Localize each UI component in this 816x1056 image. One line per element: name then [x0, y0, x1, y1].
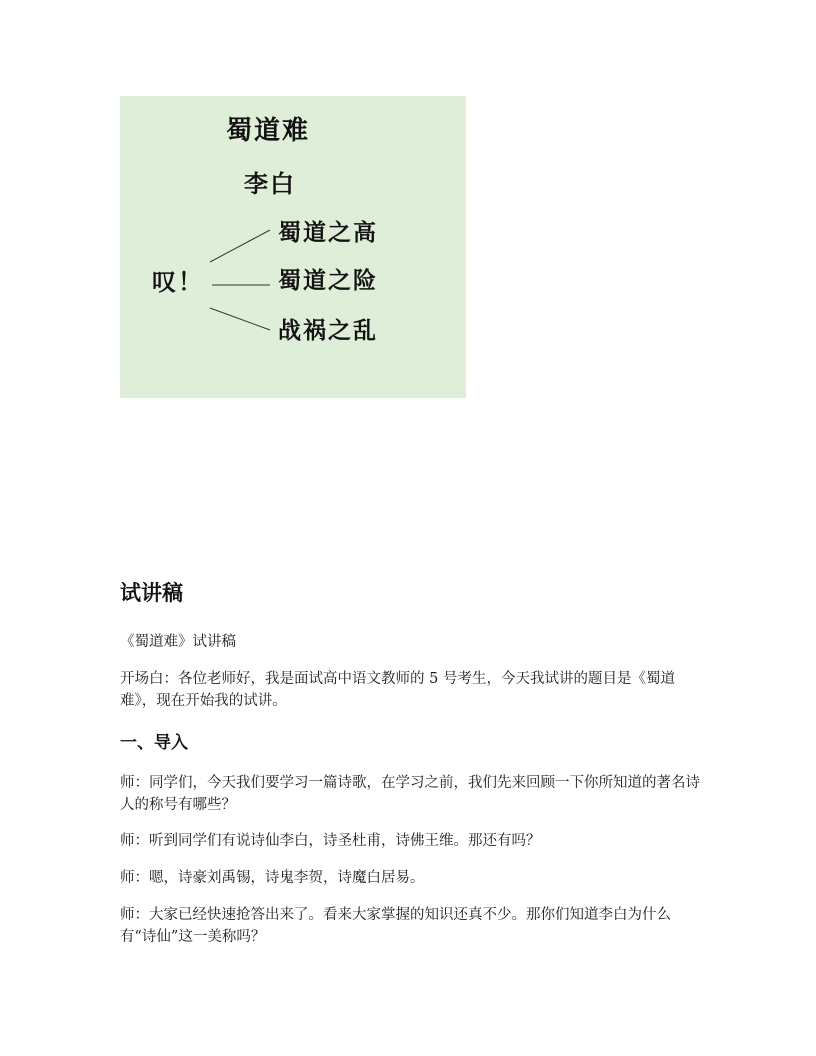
opening-paragraph: 开场白：各位老师好，我是面试高中语文教师的 5 号考生，今天我试讲的题目是《蜀道难》，现在开始我的试讲。: [120, 671, 675, 709]
document-subtitle: 《蜀道难》试讲稿: [120, 634, 236, 650]
teacher-paragraph: 师：嗯，诗豪刘禹锡，诗鬼李贺，诗魔白居易。: [120, 870, 425, 886]
board-title: 蜀道难: [226, 116, 311, 146]
board-branch-height: 蜀道之高: [278, 219, 378, 246]
document-heading: 试讲稿: [120, 581, 183, 605]
board-branch-war: 战祸之乱: [278, 317, 378, 344]
teacher-paragraph: 师：同学们，今天我们要学习一篇诗歌，在学习之前，我们先来回顾一下你所知道的著名诗人的称号有哪些？: [120, 775, 700, 813]
section-heading-intro: 一、导入: [120, 733, 188, 753]
branch-line-bottom: [210, 308, 270, 330]
teacher-paragraph: 师：听到同学们有说诗仙李白，诗圣杜甫，诗佛王维。那还有吗？: [120, 833, 541, 849]
branch-line-top: [210, 230, 270, 262]
teacher-paragraph: 师：大家已经快速抢答出来了。看来大家掌握的知识还真不少。那你们知道李白为什么有“诗仙”这一美称吗？: [120, 907, 671, 945]
board-sigh: 叹！: [152, 267, 204, 296]
board-branch-danger: 蜀道之险: [278, 267, 378, 294]
blackboard-image: [120, 96, 466, 398]
board-author: 李白: [244, 169, 296, 198]
